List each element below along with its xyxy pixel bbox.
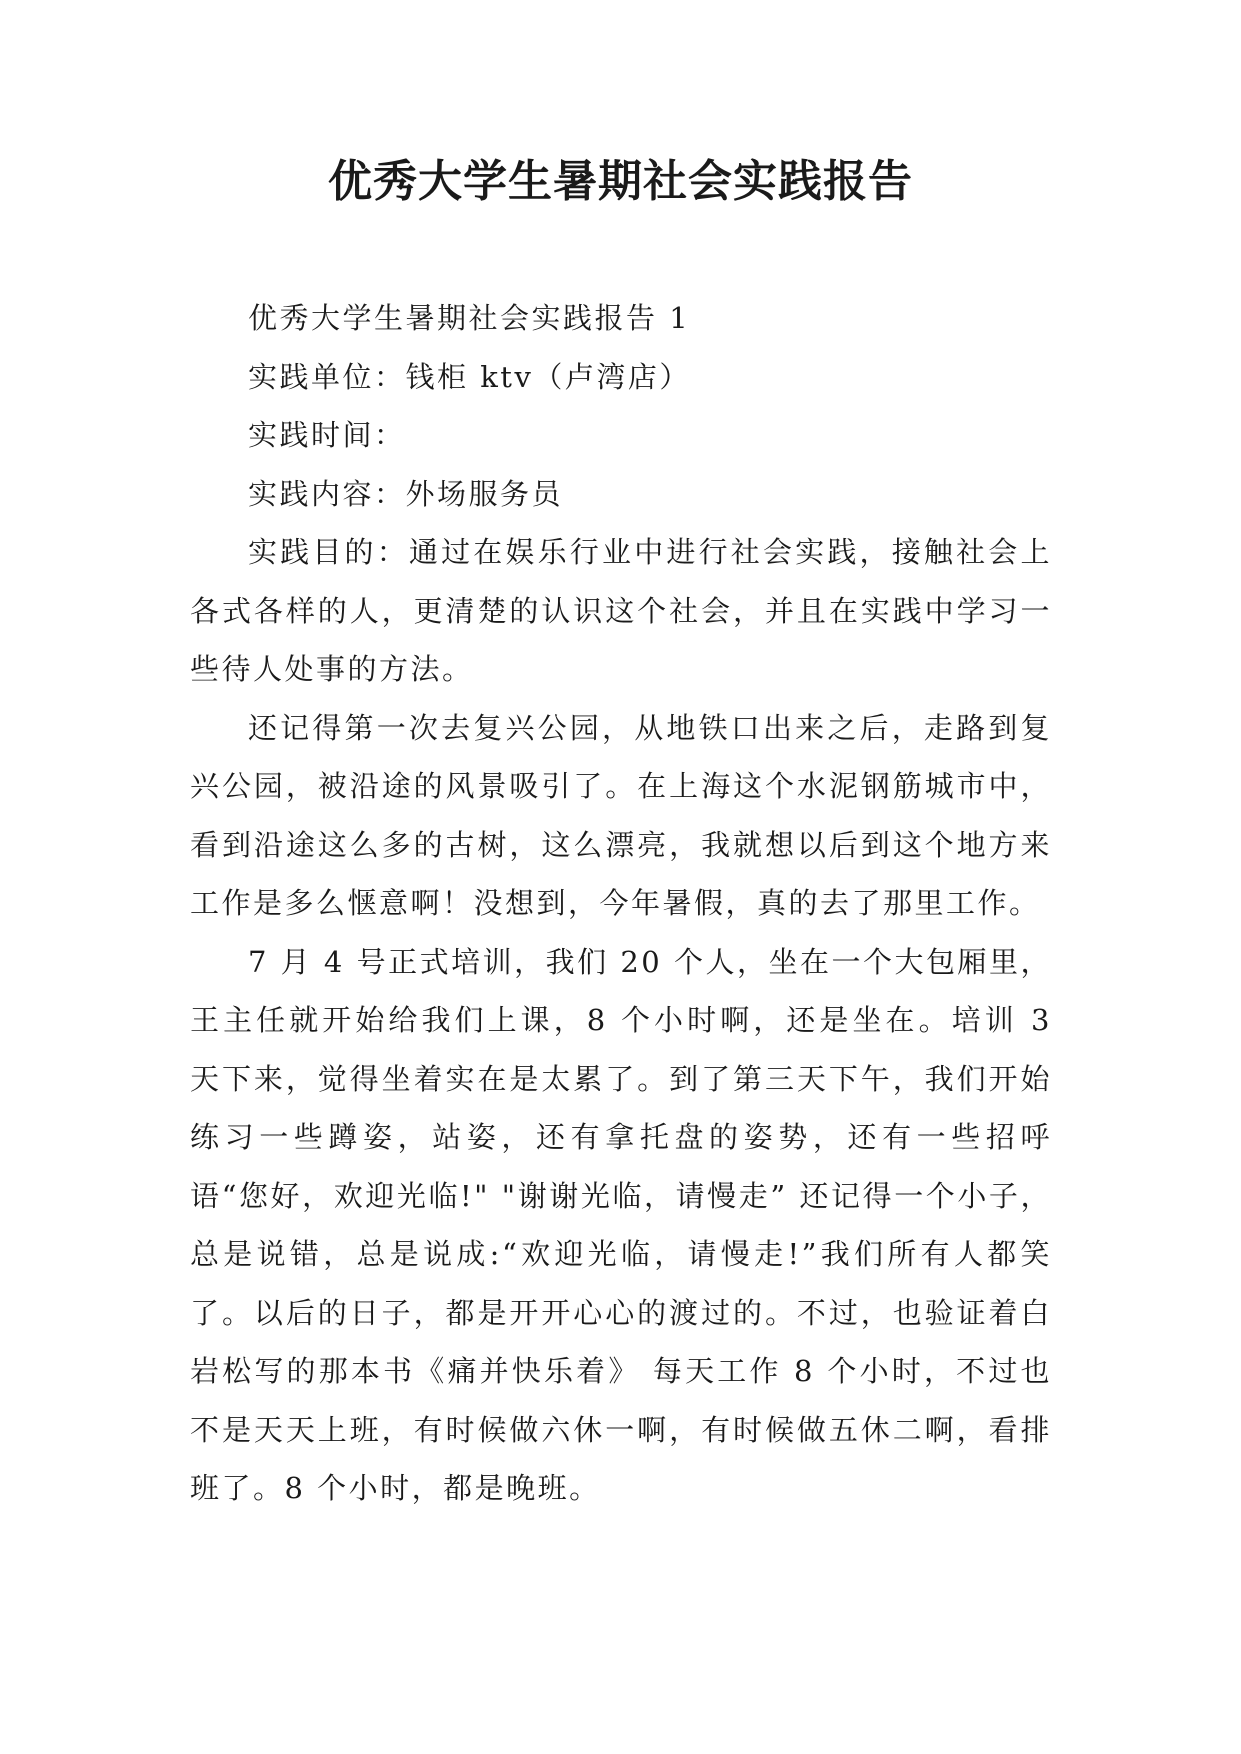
practice-time: 实践时间： (248, 418, 406, 452)
document-title: 优秀大学生暑期社会实践报告 (328, 156, 913, 207)
body-paragraph: 还记得第一次去复兴公园，从地铁口出来之后，走路到复兴公园，被沿途的风景吸引了。在上海这个水泥钢筋城市中，看到沿途这么多的古树，这么漂亮，我就想以后到这个地方来工作是多么惬意啊！没想到，今年暑假，真的去了那里工作。 (190, 710, 1052, 920)
practice-content: 实践内容：外场服务员 (248, 476, 564, 511)
body-paragraph: 7 月 4 号正式培训，我们 20 个人，坐在一个大包厢里，王主任就开始给我们上课，8 个小时啊，还是坐在。培训 3 天下来，觉得坐着实在是太累了。到了第三天下午，我们开始练习一些蹲姿，站姿，还有拿托盘的姿势，还有一些招呼语“您好，欢迎光临!" "谢谢光临，请慢走” 还记得一个小子，总是说错，总是说成:“欢迎光临，请慢走!”我们所有人都笑了。以后的日子，都是开开心心的渡过的。不过，也验证着白岩松写的那本书《痛并快乐着》 每天工作 8 个小时，不过也不是天天上班，有时候做六休一啊，有时候做五休二啊，看排班了。8 个小时，都是晚班。 (190, 944, 1052, 1505)
document-body (190, 289, 1052, 1518)
practice-unit: 实践单位：钱柜 ktv（卢湾店） (248, 359, 691, 394)
report-subtitle: 优秀大学生暑期社会实践报告 1 (248, 301, 691, 335)
practice-purpose: 实践目的：通过在娱乐行业中进行社会实践，接触社会上各式各样的人，更清楚的认识这个社会，并且在实践中学习一些待人处事的方法。 (190, 535, 1052, 686)
